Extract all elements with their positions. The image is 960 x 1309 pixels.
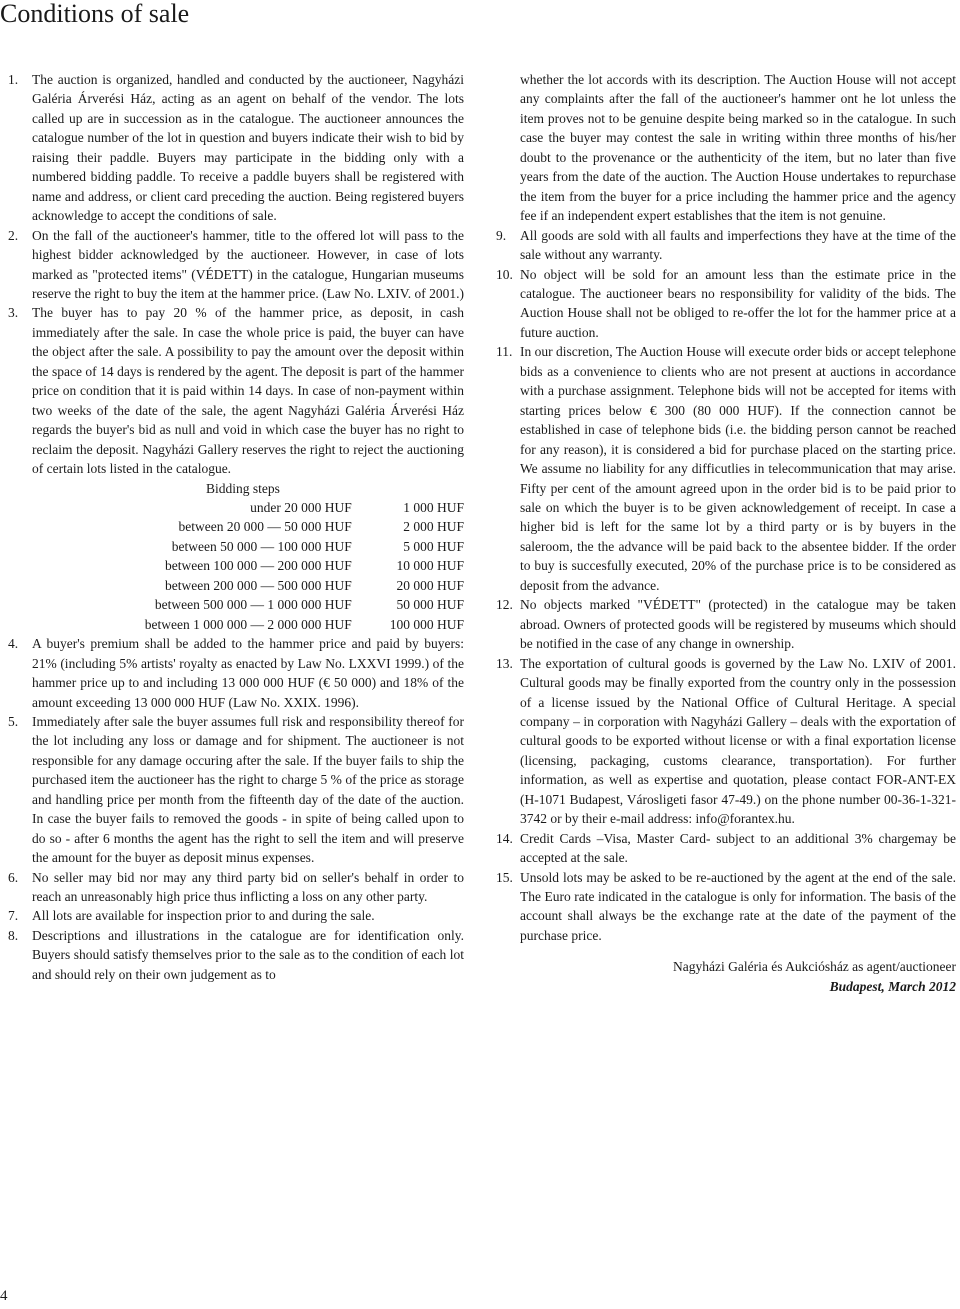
item-text: In our discretion, The Auction House will execute order bids or accept telephone bids as a convenience to clients who are not present at auctions in accordance with a purchase assignment. Telephone bids will not be accepted for items with starting prices below € 300 (80 000 HUF). If the connection cannot be established in case of telephone bids (i.e. the bidding person cannot be reached for any reason), it is considered a bid for purchase placed on the starting price. We assume no liability for any difficutlies in telecommunication that may arise. Fifty per cent of the amount agreed upon in the order bid is to be paid prior to sale on which the buyer is to be given acknowledgement of receipt. In case a higher bid is left for the same lot by a third party or is by buyers in the saleroom, the the advance will be paid back to the absentee bidder. If the order to buy is succesfully executed, 20% of the purchase price is to be considered as deposit from the advance. xyxy=(520,344,956,593)
item-number: 1. xyxy=(8,72,19,87)
page-number: 4 xyxy=(0,1288,8,1304)
bidding-step-range: under 20 000 HUF xyxy=(250,499,352,515)
item-text: No objects marked "VÉDETT" (protected) in the catalogue may be taken abroad. Owners of protected goods will be registered by museums which should be notified in the case of any change in ownership. xyxy=(520,597,956,652)
item-text: On the fall of the auctioneer's hammer, title to the offered lot will pass to the highest bidder acknowledged by the auctioneer. However, in case of lots marked as "protected items" (VÉDETT) in the catalogue, Hungarian museums reserve the right to buy the item at the hammer price. (Law No. LXIV. of 2001.) xyxy=(32,227,464,301)
condition-item-8-continued xyxy=(496,70,956,226)
signature-block xyxy=(496,957,956,996)
item-number: 11. xyxy=(496,344,513,360)
item-number: 2. xyxy=(8,227,19,243)
bidding-step-range: between 100 000 — 200 000 HUF xyxy=(165,558,352,574)
item-text: The exportation of cultural goods is governed by the Law No. LXIV of 2001. Cultural goods may be finally exported from the country only in the possession of a license issued by the National Office of Cultural Heritage. A special company – in corporation with Nagyházi Gallery – deals with the exportation of cultural goods to be exported without license or with a final exportation license (licensing, packaging, customs clearance, transportation). For further information, as well as expertise and quotation, please contact FOR-ANT-EX (H-1071 Budapest, Városligeti fasor 47-49.) on the phone number 00-36-1-321- 3742 or by their e-mail address: info@forantex.hu. xyxy=(520,655,956,827)
bidding-step-row xyxy=(8,595,464,614)
item-number: 15. xyxy=(496,869,513,885)
bidding-step-range: between 500 000 — 1 000 000 HUF xyxy=(154,597,352,613)
condition-item-6 xyxy=(8,868,464,907)
bidding-step-amount: 50 000 HUF xyxy=(396,597,464,613)
bidding-step-row xyxy=(8,615,464,634)
item-text: Immediately after sale the buyer assumes full risk and responsibility thereof for the lot including any loss or damage and for shipment. The auctioneer is not responsible for any damage occuring after the sale. If the buyer fails to ship the purchased item the auctioneer has the right to charge 5 % of the price as storage and handling price per month from the fifteenth day of the date of the auction. In case the buyer fails to removed the goods - in spite of being called upon to do so - after 6 months the agent has the right to sell the item and will preserve the amount for the buyer as deposit minus expenses. xyxy=(32,713,464,866)
bidding-step-range: between 1 000 000 — 2 000 000 HUF xyxy=(144,616,352,632)
condition-item-3 xyxy=(8,303,464,478)
bidding-step-range: between 200 000 — 500 000 HUF xyxy=(165,577,352,593)
condition-item-5 xyxy=(8,712,464,868)
item-text: Descriptions and illustrations in the catalogue are for identification only. Buyers should satisfy themselves prior to the sale as to the condition of each lot and should rely on their own judgement as to xyxy=(32,927,464,982)
item-text: Credit Cards –Visa, Master Card- subject to an additional 3% chargemay be accepted at the sale. xyxy=(520,830,956,866)
bidding-step-amount: 100 000 HUF xyxy=(389,616,464,632)
signature-agent: Nagyházi Galéria és Aukciósház as agent/auctioneer xyxy=(673,959,956,975)
condition-item-14 xyxy=(496,829,956,868)
bidding-step-amount: 1 000 HUF xyxy=(403,499,464,515)
bidding-step-row xyxy=(8,498,464,517)
bidding-step-row xyxy=(8,576,464,595)
bidding-step-amount: 5 000 HUF xyxy=(403,538,464,554)
bidding-step-row xyxy=(8,517,464,536)
signature-place-date: Budapest, March 2012 xyxy=(829,978,956,994)
item-text: All goods are sold with all faults and imperfections they have at the time of the sale without any warranty. xyxy=(520,227,956,263)
condition-item-12 xyxy=(496,595,956,653)
item-number: 6. xyxy=(8,869,19,885)
item-number: 8. xyxy=(8,927,19,943)
condition-item-4 xyxy=(8,634,464,712)
item-number: 10. xyxy=(496,266,513,282)
condition-item-15 xyxy=(496,868,956,946)
item-number: 4. xyxy=(8,636,19,652)
condition-item-1 xyxy=(8,70,464,226)
page-title: Conditions of sale xyxy=(0,0,190,28)
item-text: A buyer's premium shall be added to the hammer price and paid by buyers: 21% (including 5% artists' royalty as enacted by Law No. LXXVI 1999.) of the hammer price up to and including 13 000 000 HUF (€ 50 000) and 18% of the amount exceeding 13 000 000 HUF (Law No. XXIX. 1996). xyxy=(32,636,464,710)
item-text: No seller may bid nor may any third party bid on seller's behalf in order to reach an unreasonably high price thus inflicting a loss on any other party. xyxy=(32,869,464,905)
bidding-steps-table xyxy=(8,479,464,635)
item-number: 14. xyxy=(496,830,513,846)
condition-item-8 xyxy=(8,926,464,984)
item-number: 9. xyxy=(496,227,507,243)
bidding-step-amount: 10 000 HUF xyxy=(396,558,464,574)
bidding-step-row xyxy=(8,556,464,575)
bidding-step-amount: 20 000 HUF xyxy=(396,577,464,593)
right-column xyxy=(496,70,956,996)
item-number xyxy=(496,70,520,226)
left-column xyxy=(8,70,464,984)
item-text: All lots are available for inspection prior to and during the sale. xyxy=(32,908,375,924)
condition-item-13 xyxy=(496,654,956,829)
item-text: No object will be sold for an amount less than the estimate price in the catalogue. The auctioneer bears no responsibility for validity of the bids. The Auction House shall not be obliged to re-offer the lot for the hammer price at a future auction. xyxy=(520,266,956,340)
item-text: whether the lot accords with its description. The Auction House will not accept any complaints after the fall of the auctioneer's hammer ont he lot unless the item proves not to be genuine despite being marked so in the catalogue. In such case the buyer may contest the sale in writing within three months of his/her doubt to the provenance or the authenticity of the item, but no later than five years from the date of the auction. The Auction House undertakes to repurchase the item from the buyer for a price including the hammer price and the agency fee if an independent expert establishes that the item is not genuine. xyxy=(520,72,956,224)
item-number: 5. xyxy=(8,713,19,729)
bidding-steps-heading: Bidding steps xyxy=(206,480,280,496)
item-text: The buyer has to pay 20 % of the hammer price, as deposit, in cash immediately after the sale. In case the whole price is paid, the buyer can have the object after the sale. A possibility to pay the amount over the deposit within the space of 14 days is rendered by the agent. The deposit is part of the hammer price on condition that it is paid within 14 days. In case of non-payment within two weeks of the date of the sale, the agent Nagyházi Galéria Árverési Ház regards the buyer's bid as null and void in which case the buyer has no right to reclaim the deposit. Nagyházi Gallery reserves the right to reject the auctioning of certain lots listed in the catalogue. xyxy=(32,305,464,477)
bidding-step-range: between 20 000 — 50 000 HUF xyxy=(178,519,352,535)
item-text: The auction is organized, handled and conducted by the auctioneer, Nagyházi Galéria Árverési Ház, acting as an agent on behalf of the vendor. The lots called up are in succession as in the catalogue. The auctioneer announces the catalogue number of the lot in question and buyers indicate their wish to bid by raising their paddle. Buyers may participate in the bidding only with a numbered bidding paddle. To receive a paddle buyers shall be registered with name and address, or client card preceding the auction. Being registered buyers acknowledge to accept the conditions of sale. xyxy=(32,72,464,224)
bidding-step-range: between 50 000 — 100 000 HUF xyxy=(171,538,352,554)
item-number: 13. xyxy=(496,655,513,671)
condition-item-9 xyxy=(496,226,956,265)
bidding-step-amount: 2 000 HUF xyxy=(403,519,464,535)
bidding-step-row xyxy=(8,537,464,556)
item-number: 3. xyxy=(8,305,19,321)
condition-item-2 xyxy=(8,226,464,304)
item-text: Unsold lots may be asked to be re-auctioned by the agent at the end of the sale. The Euro rate indicated in the catalogue is only for information. The basis of the account shall always be the exchange rate at the date of the payment of the purchase price. xyxy=(520,869,956,943)
item-number: 7. xyxy=(8,908,19,924)
condition-item-7 xyxy=(8,906,464,925)
condition-item-10 xyxy=(496,265,956,343)
condition-item-11 xyxy=(496,342,956,595)
item-number: 12. xyxy=(496,597,513,613)
